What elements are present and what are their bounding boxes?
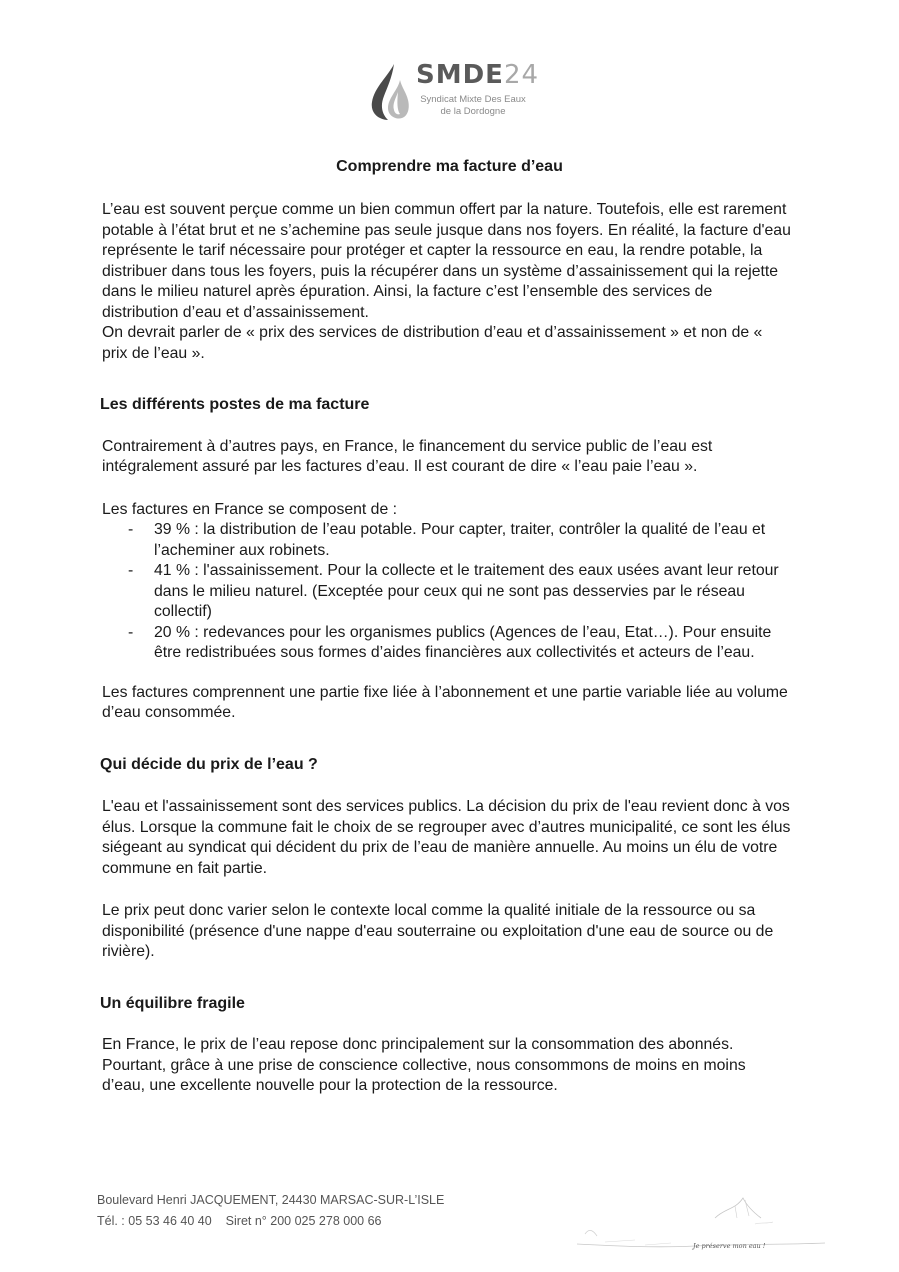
postes-paragraph-1: Contrairement à d’autres pays, en France, le financement du service public de l’eau est intégralement assuré par les factures d’eau. Il est courant de dire « l’eau paie l’eau ». <box>102 437 713 475</box>
list-item: - 39 % : la distribution de l’eau potable. Pour capter, traiter, contrôler la qualité de l’eau et l’acheminer aux robinets. <box>128 521 766 559</box>
heading-prix: Qui décide du prix de l’eau ? <box>100 755 318 773</box>
heading-equilibre: Un équilibre fragile <box>100 994 245 1012</box>
heading-postes: Les différents postes de ma facture <box>100 396 370 413</box>
postes-list <box>102 520 792 664</box>
footer-contact <box>97 1211 444 1232</box>
list-item: - 20 % : redevances pour les organismes publics (Agences de l’eau, Etat…). Pour ensuite être redistribuées sous formes d’aides financières aux collectivités et acteurs de l’eau. <box>128 623 772 661</box>
document-body <box>102 200 792 1097</box>
signature-text: Je préserve mon eau ! <box>693 1242 766 1250</box>
intro-paragraph-2: On devrait parler de « prix des services de distribution d’eau et d’assainissement » et non de « prix de l’eau ». <box>102 324 763 362</box>
water-drop-icon <box>368 62 412 122</box>
signature-graphic <box>575 1188 835 1258</box>
footer-siret: Siret n° 200 025 278 000 66 <box>225 1214 382 1228</box>
list-bullet: - <box>128 562 134 579</box>
postes-paragraph-3: Les factures comprennent une partie fixe liée à l’abonnement et une partie variable liée au volume d’eau consommée. <box>102 683 788 721</box>
logo-title: SMDE24 <box>416 60 540 90</box>
intro-paragraph-1: L’eau est souvent perçue comme un bien commun offert par la nature. Toutefois, elle est rarement potable à l’état brut et ne s’achemine pas seule jusque dans nos foyers. En réalité, la facture d'eau représente le tarif nécessaire pour protéger et capter la ressource en eau, la rendre potable, la distribuer dans tous les foyers, puis la récupérer dans un système d’assainissement qui la rejette dans le milieu naturel après épuration. Ainsi, la facture c’est l’ensemble des services de distribution d’eau et d’assainissement. <box>102 201 791 321</box>
document-title: Comprendre ma facture d’eau <box>336 158 563 175</box>
list-item: - 41 % : l'assainissement. Pour la collecte et le traitement des eaux usées avant leur retour dans le milieu naturel. (Exceptée pour ceux qui ne sont pas desservies par le réseau collectif) <box>128 562 779 620</box>
logo-subtitle: Syndicat Mixte Des Eaux de la Dordogne <box>420 94 526 117</box>
equilibre-paragraph-1: En France, le prix de l’eau repose donc principalement sur la consommation des abonnés. Pourtant, grâce à une prise de conscience collective, nous consommons de moins en moins d’eau, une excellente nouvelle pour la protection de la ressource. <box>102 1036 746 1094</box>
postes-paragraph-2: Les factures en France se composent de : <box>102 500 398 518</box>
prix-paragraph-2: Le prix peut donc varier selon le contexte local comme la qualité initiale de la ressource ou sa disponibilité (présence d'une nappe d'eau souterraine ou exploitation d'une eau de source ou de rivière). <box>102 902 774 960</box>
smde24-logo <box>368 60 538 124</box>
footer-phone: Tél. : 05 53 46 40 40 <box>97 1214 212 1228</box>
list-bullet: - <box>128 521 134 538</box>
footer-address: Boulevard Henri JACQUEMENT, 24430 MARSAC-SUR-L’ISLE <box>97 1193 445 1207</box>
prix-paragraph-1: L'eau et l'assainissement sont des services publics. La décision du prix de l'eau revient donc à vos élus. Lorsque la commune fait le choix de se regrouper avec d’autres municipalité, ce sont les élus siégeant au syndicat qui décident du prix de l’eau de manière annuelle. Au moins un élu de votre commune en fait partie. <box>102 798 791 877</box>
list-bullet: - <box>128 623 134 641</box>
footer <box>97 1190 444 1232</box>
